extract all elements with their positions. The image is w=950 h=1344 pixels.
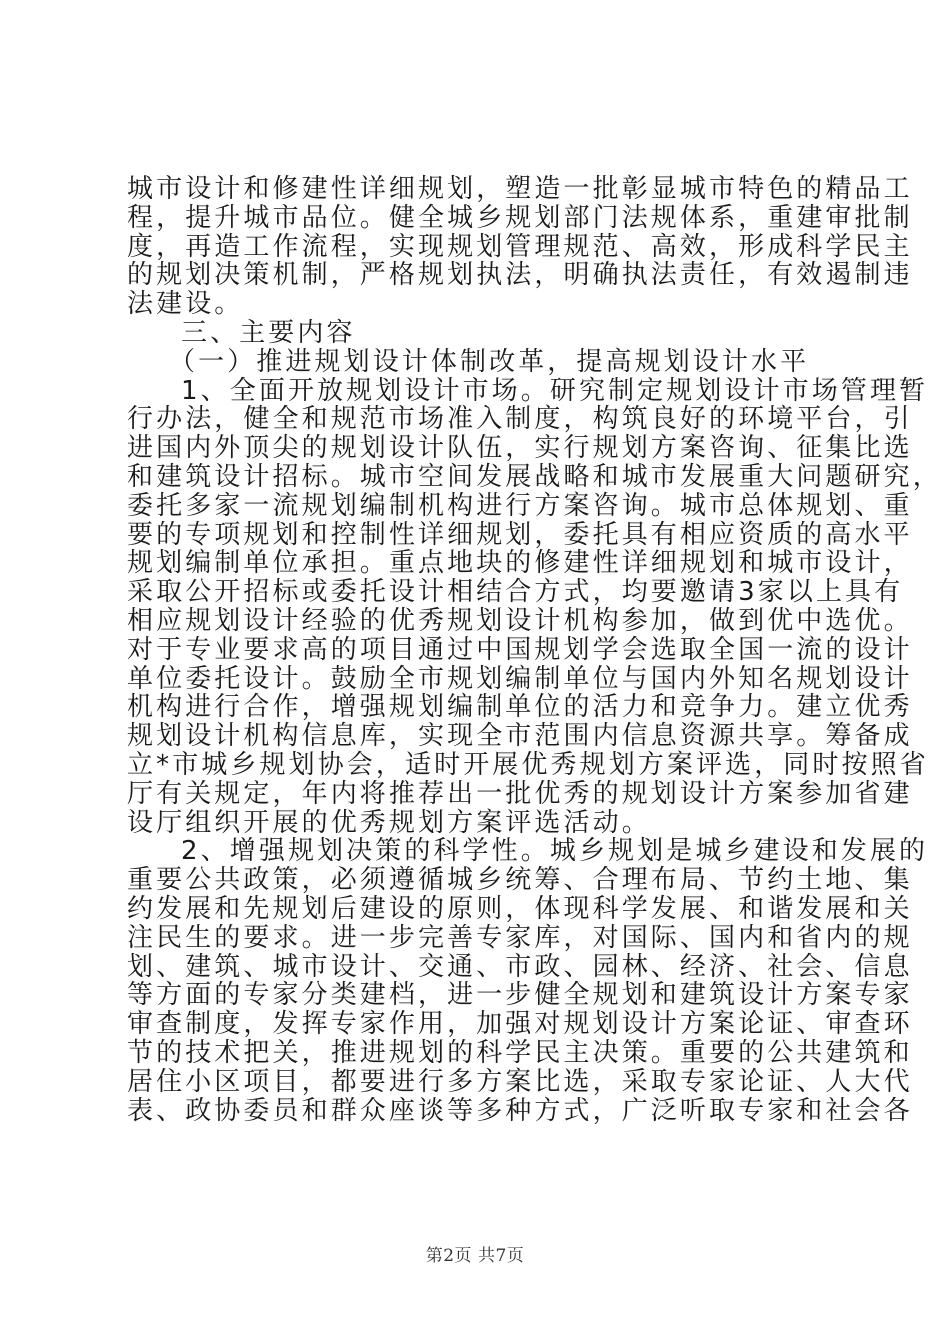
paragraph-line: 行办法，健全和规范市场准入制度，构筑良好的环境平台，引 bbox=[127, 404, 913, 435]
page-indicator: 第2页 共7页 bbox=[425, 1246, 525, 1266]
paragraph-line: 立*市城乡规划协会，适时开展优秀规划方案评选，同时按照省 bbox=[127, 749, 929, 780]
paragraph-line: 度，再造工作流程，实现规划管理规范、高效，形成科学民主 bbox=[127, 231, 913, 262]
paragraph-start-line: 三、主要内容 bbox=[181, 317, 356, 348]
paragraph-line: 厅有关规定，年内将推荐出一批优秀的规划设计方案参加省建 bbox=[127, 778, 913, 809]
paragraph-line: 重要公共政策，必须遵循城乡统筹、合理布局、节约土地、集 bbox=[127, 865, 913, 896]
paragraph-line: 相应规划设计经验的优秀规划设计机构参加，做到优中选优。 bbox=[127, 605, 913, 636]
page-footer bbox=[0, 1241, 950, 1266]
paragraph-start-line: （一）推进规划设计体制改革，提高规划设计水平 bbox=[169, 346, 810, 377]
paragraph-line: 注民生的要求。进一步完善专家库，对国际、国内和省内的规 bbox=[127, 922, 913, 953]
paragraph-line: 程，提升城市品位。健全城乡规划部门法规体系，重建审批制 bbox=[127, 202, 913, 233]
paragraph-line: 城市设计和修建性详细规划，塑造一批彰显城市特色的精品工 bbox=[127, 174, 913, 204]
paragraph-line: 居住小区项目，都要进行多方案比选，采取专家论证、人大代 bbox=[127, 1066, 913, 1097]
paragraph-line: 审查制度，发挥专家作用，加强对规划设计方案论证、审查环 bbox=[127, 1009, 913, 1040]
paragraph-line: 委托多家一流规划编制机构进行方案咨询。城市总体规划、重 bbox=[127, 490, 913, 521]
paragraph-line: 划、建筑、城市设计、交通、市政、园林、经济、社会、信息 bbox=[127, 951, 913, 982]
paragraph-line: 机构进行合作，增强规划编制单位的活力和竞争力。建立优秀 bbox=[127, 692, 913, 723]
paragraph-line: 表、政协委员和群众座谈等多种方式，广泛听取专家和社会各 bbox=[127, 1095, 913, 1126]
paragraph-start-line: 1、全面开放规划设计市场。研究制定规划设计市场管理暂 bbox=[181, 375, 929, 406]
paragraph-line: 设厅组织开展的优秀规划方案评选活动。 bbox=[127, 807, 651, 838]
paragraph-line: 规划编制单位承担。重点地块的修建性详细规划和城市设计， bbox=[127, 548, 913, 579]
paragraph-line: 单位委托设计。鼓励全市规划编制单位与国内外知名规划设计 bbox=[127, 663, 913, 694]
paragraph-line: 节的技术把关，推进规划的科学民主决策。重要的公共建筑和 bbox=[127, 1037, 913, 1068]
paragraph-line: 对于专业要求高的项目通过中国规划学会选取全国一流的设计 bbox=[127, 634, 913, 665]
paragraph-line: 要的专项规划和控制性详细规划，委托具有相应资质的高水平 bbox=[127, 519, 913, 550]
paragraph-line: 法建设。 bbox=[127, 289, 244, 320]
paragraph-line: 进国内外顶尖的规划设计队伍，实行规划方案咨询、征集比选 bbox=[127, 433, 913, 464]
paragraph-line: 规划设计机构信息库，实现全市范围内信息资源共享。筹备成 bbox=[127, 721, 913, 752]
paragraph-line: 和建筑设计招标。城市空间发展战略和城市发展重大问题研究， bbox=[127, 461, 942, 492]
document-body bbox=[127, 174, 942, 1126]
paragraph-line: 采取公开招标或委托设计相结合方式，均要邀请3家以上具有 bbox=[127, 577, 904, 608]
paragraph-line: 的规划决策机制，严格规划执法，明确执法责任，有效遏制违 bbox=[127, 260, 913, 291]
paragraph-start-line: 2、增强规划决策的科学性。城乡规划是城乡建设和发展的 bbox=[181, 836, 929, 867]
paragraph-line: 等方面的专家分类建档，进一步健全规划和建筑设计方案专家 bbox=[127, 980, 913, 1011]
paragraph-line: 约发展和先规划后建设的原则，体现科学发展、和谐发展和关 bbox=[127, 893, 913, 924]
